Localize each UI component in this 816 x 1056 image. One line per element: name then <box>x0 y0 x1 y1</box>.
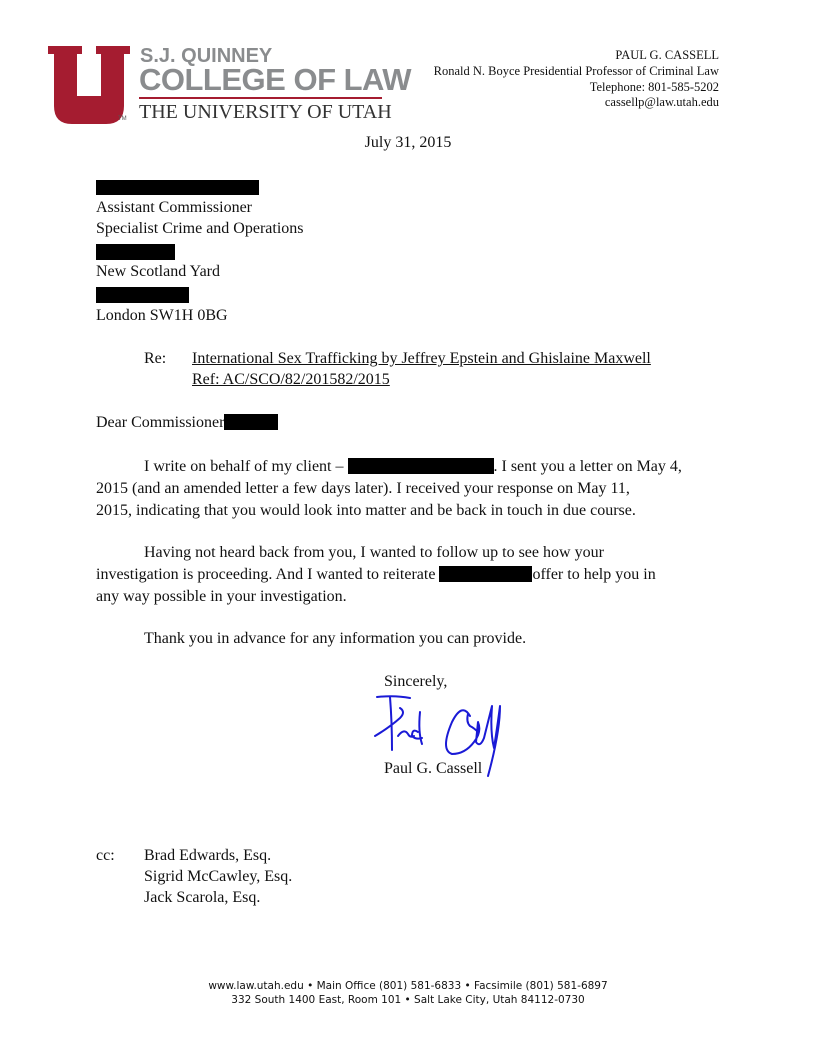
cc-recipient: Jack Scarola, Esq. <box>144 889 261 906</box>
sender-email: cassellp@law.utah.edu <box>604 95 719 109</box>
redaction-client-possessive <box>439 566 532 582</box>
university-u-logo-icon <box>48 46 130 124</box>
sender-name: PAUL G. CASSELL <box>615 48 719 62</box>
recipient-department: Specialist Crime and Operations <box>96 220 304 237</box>
paragraph-2-line-2: investigation is proceeding. And I wanted to reiterate offer to help you in <box>96 566 656 583</box>
paragraph-1-line-1: I write on behalf of my client – . I sent you a letter on May 4, <box>144 458 682 475</box>
cc-recipient: Sigrid McCawley, Esq. <box>144 868 293 885</box>
re-label: Re: <box>144 350 167 367</box>
signatory-name: Paul G. Cassell <box>384 760 483 777</box>
re-reference: Ref: AC/SCO/82/201582/2015 <box>192 371 390 388</box>
paragraph-1-line-3: 2015, indicating that you would look into matter and be back in touch in due course. <box>96 502 636 519</box>
footer-contact-line: www.law.utah.edu • Main Office (801) 581-6833 • Facsimile (801) 581-6897 <box>208 980 608 992</box>
redaction-commissioner-name <box>224 414 278 430</box>
cc-label: cc: <box>96 847 115 864</box>
redaction-address-line <box>96 244 175 260</box>
recipient-city: London SW1H 0BG <box>96 307 228 324</box>
recipient-title: Assistant Commissioner <box>96 199 253 216</box>
letter-page: TM S.J. QUINNEY COLLEGE OF LAW THE UNIVERSITY OF UTAH PAUL G. CASSELL Ronald N. Boyce Presidential Professor of Criminal Law Telephone: 801-585-5202 cassellp@law.utah.edu July 31, 2015 Assistant Commissioner Specialist Crime and Operations New Scotland Yard London SW1H 0BG Re: International Sex Trafficking by Jeffrey Epstein and Ghislaine Maxwell Ref: AC/SCO/82/201582/2015 Dear Commissioner I write on behalf of my client – . I sent you a letter on May 4, 2015 (and an amended letter a few days later). I received your response on May 11, 2015, indicating that you would look into matter and be back in touch in due course. Having not heard back from you, I wanted to follow up to see how your investigation is proceeding. And I wanted to reiterate offer to help you in any way possible in your investigation. Thank you in advance for any information you can provide. Sincerely, Paul G. Cassell cc: Brad Edwards, Esq. Sigrid McCawley, Esq. Jack Scarola, Esq. www.law.utah.edu • Main Office (801) 581-6833 • Facsimile (801) 581-6897 332 South 1400 East, Room 101 • Salt Lake City, Utah 84112-0730 <box>0 0 816 1056</box>
paragraph-3: Thank you in advance for any information you can provide. <box>144 630 527 647</box>
salutation: Dear Commissioner <box>96 413 278 433</box>
paragraph-1-line-2: 2015 (and an amended letter a few days later). I received your response on May 11, <box>96 480 630 497</box>
re-subject: International Sex Trafficking by Jeffrey Epstein and Ghislaine Maxwell <box>192 350 651 367</box>
redaction-client-name <box>348 458 494 474</box>
valediction: Sincerely, <box>384 673 448 690</box>
cc-recipient: Brad Edwards, Esq. <box>144 847 272 864</box>
letter-date: July 31, 2015 <box>364 134 452 151</box>
sender-telephone: Telephone: 801-585-5202 <box>589 80 719 94</box>
paragraph-2-line-1: Having not heard back from you, I wanted to follow up to see how your <box>144 544 604 561</box>
footer-address-line: 332 South 1400 East, Room 101 • Salt Lake City, Utah 84112-0730 <box>231 994 585 1006</box>
redaction-street <box>96 287 189 303</box>
recipient-building: New Scotland Yard <box>96 263 220 280</box>
paragraph-2-line-3: any way possible in your investigation. <box>96 588 347 605</box>
redaction-recipient-name <box>96 180 259 195</box>
logo-divider <box>139 97 382 99</box>
sender-title: Ronald N. Boyce Presidential Professor of Criminal Law <box>433 64 719 78</box>
